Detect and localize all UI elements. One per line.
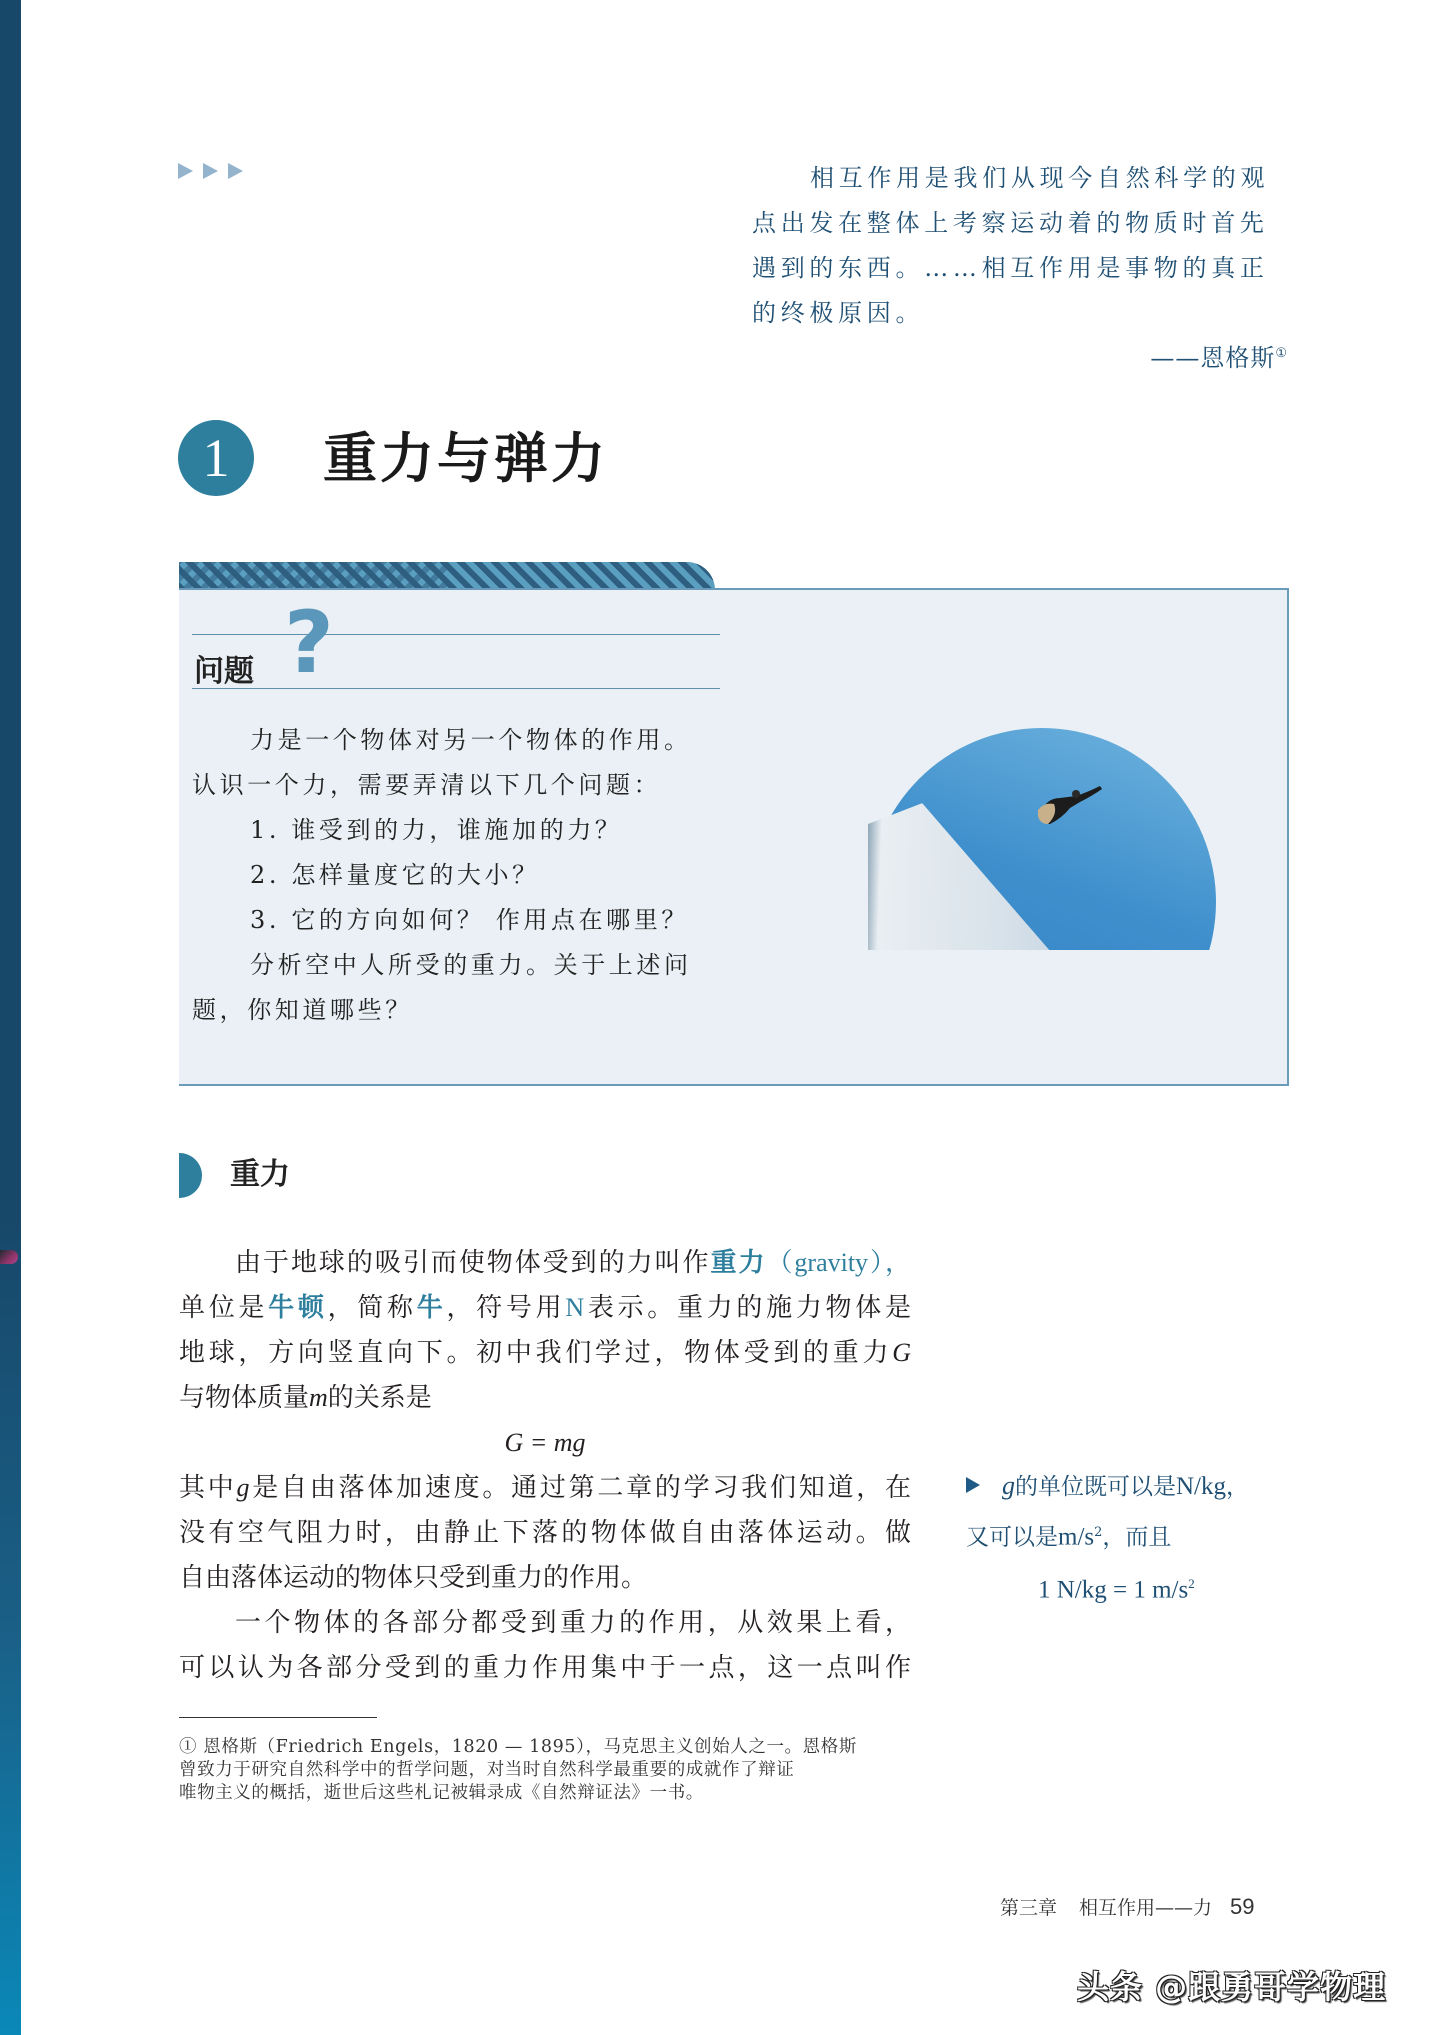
text: 又可以是 xyxy=(966,1524,1058,1551)
text: ，符号用 xyxy=(446,1293,566,1322)
variable-g-upper: G xyxy=(892,1338,911,1367)
unit: N/kg xyxy=(1176,1473,1226,1500)
text: 由于地球的吸引而使物体受到的力叫作 xyxy=(235,1248,711,1277)
arrow-icon xyxy=(228,163,243,179)
section-number-badge: 1 xyxy=(178,420,254,496)
text: ，简称 xyxy=(327,1293,417,1322)
body-text xyxy=(179,1240,911,1690)
skateboarder-photo xyxy=(868,728,1216,950)
chapter-label: 第三章 xyxy=(1000,1897,1058,1919)
problem-line: 分析空中人所受的重力。关于上述问 xyxy=(250,951,692,979)
body-line: 没有空气阻力时，由静止下落的物体做自由落体运动。做 xyxy=(179,1518,911,1547)
problem-text xyxy=(192,718,732,1033)
footnote-ref[interactable]: ① xyxy=(1275,346,1288,361)
problem-line: 认识一个力，需要弄清以下几个问题： xyxy=(192,771,662,799)
body-line xyxy=(179,1285,911,1330)
triple-arrow-icon xyxy=(178,163,243,179)
margin-note xyxy=(966,1463,1306,1612)
text: ， xyxy=(1226,1474,1249,1500)
term-niu: 牛 xyxy=(416,1293,447,1323)
problem-line: 题，你知道哪些？ xyxy=(192,996,413,1024)
text: 其中 xyxy=(179,1473,237,1502)
arrow-icon xyxy=(178,163,193,179)
body-line xyxy=(179,1465,911,1510)
note-equation xyxy=(966,1561,1306,1612)
body-line xyxy=(179,1330,911,1375)
author-name: ——恩格斯 xyxy=(1150,344,1276,372)
quote-line: 相互作用是我们从现今自然科学的观 xyxy=(810,164,1270,192)
term-gravity-en: （gravity）， xyxy=(766,1248,911,1277)
section-title: 重力与弹力 xyxy=(323,426,608,490)
problem-label: 问题 xyxy=(194,654,254,689)
note-line xyxy=(966,1463,1306,1510)
watermark: 头条 @跟勇哥学物理 xyxy=(1077,1968,1387,2006)
symbol-n: N xyxy=(565,1293,585,1322)
problem-question-2: 2. 怎样量度它的大小？ xyxy=(250,861,540,889)
divider xyxy=(192,634,720,635)
quote-line: 的终极原因。 xyxy=(752,299,925,327)
problem-line: 力是一个物体对另一个物体的作用。 xyxy=(250,726,692,754)
subsection-marker xyxy=(179,1153,202,1198)
problem-box-tab-pattern xyxy=(179,562,715,590)
problem-question-3: 3. 它的方向如何？ 作用点在哪里？ xyxy=(250,906,689,934)
running-footer xyxy=(1000,1893,1255,1920)
text: 1 N/kg = 1 m/s xyxy=(1038,1575,1189,1603)
subsection-title: 重力 xyxy=(230,1157,290,1192)
superscript: 2 xyxy=(1094,1525,1103,1540)
text: ，而且 xyxy=(1102,1524,1172,1551)
variable-g: g xyxy=(1002,1471,1015,1500)
divider xyxy=(192,688,720,689)
text: 的关系是 xyxy=(327,1383,432,1412)
quote-line: 点出发在整体上考察运动着的物质时首先 xyxy=(752,209,1269,237)
epigraph-author xyxy=(1150,336,1288,376)
epigraph-quote xyxy=(752,156,1292,336)
skater-figure xyxy=(1036,784,1106,826)
problem-question-1: 1. 谁受到的力，谁施加的力？ xyxy=(250,816,623,844)
footnote-line: 唯物主义的概括，逝世后这些札记被辑录成《自然辩证法》一书。 xyxy=(179,1783,704,1803)
variable-m: m xyxy=(309,1383,328,1412)
text: 与物体质量 xyxy=(179,1383,310,1412)
footnote-divider xyxy=(179,1717,377,1718)
quote-line: 遇到的东西。……相互作用是事物的真正 xyxy=(752,254,1269,282)
note-line xyxy=(966,1510,1306,1561)
term-gravity: 重力 xyxy=(710,1248,767,1278)
text: 地球，方向竖直向下。初中我们学过，物体受到的重力 xyxy=(179,1338,893,1367)
text: 表示。重力的施力物体是 xyxy=(584,1293,911,1322)
arrow-icon xyxy=(203,163,218,179)
page-number: 59 xyxy=(1230,1894,1255,1919)
footnote-line: 曾致力于研究自然科学中的哲学问题，对当时自然科学最重要的成就作了辩证 xyxy=(179,1760,795,1780)
edge-photo-fragment xyxy=(0,1250,18,1264)
body-line: 一个物体的各部分都受到重力的作用，从效果上看， xyxy=(235,1608,911,1637)
page-edge-stripe xyxy=(0,0,21,2035)
footnote-line: ① 恩格斯（Friedrich Engels，1820 — 1895），马克思主义创始人之一。恩格斯 xyxy=(179,1737,857,1757)
question-mark-icon: ? xyxy=(284,593,334,693)
text: 单位是 xyxy=(179,1293,269,1322)
chapter-title: 相互作用——力 xyxy=(1079,1897,1213,1919)
body-line xyxy=(179,1375,911,1420)
superscript: 2 xyxy=(1188,1575,1195,1591)
triangle-bullet-icon xyxy=(966,1477,980,1493)
variable-g: g xyxy=(236,1473,250,1502)
text: 的单位既可以是 xyxy=(1015,1474,1176,1500)
body-line xyxy=(179,1240,911,1285)
term-newton: 牛顿 xyxy=(268,1293,328,1323)
body-line: 可以认为各部分受到的重力作用集中于一点，这一点叫作 xyxy=(179,1653,911,1682)
unit: m/s xyxy=(1058,1523,1095,1551)
body-line: 自由落体运动的物体只受到重力的作用。 xyxy=(179,1563,648,1592)
formula: G = mg xyxy=(504,1428,586,1457)
problem-header xyxy=(192,593,720,693)
text: 是自由落体加速度。通过第二章的学习我们知道，在 xyxy=(249,1473,911,1502)
footnote xyxy=(179,1736,919,1805)
